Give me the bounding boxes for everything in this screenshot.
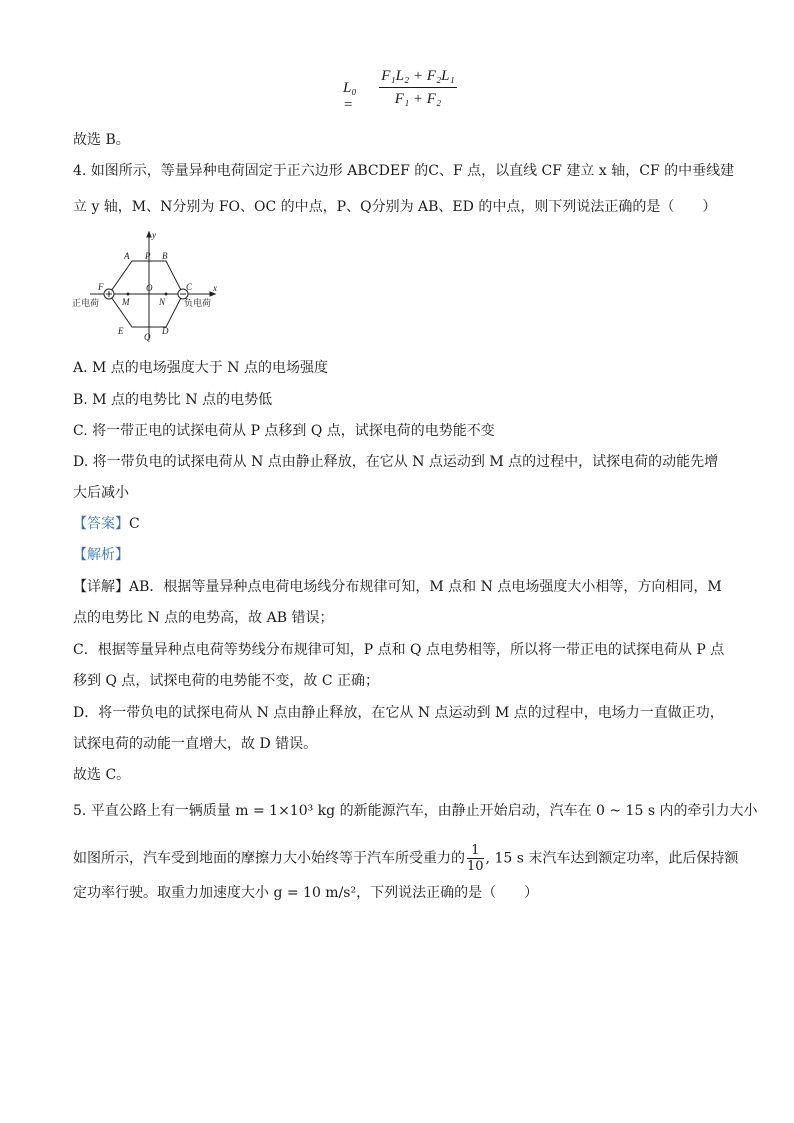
fraction-numerator: 1 [471, 843, 480, 858]
prev-answer: 故选 B。 [73, 132, 130, 148]
label-negative-charge: 负电荷 [184, 299, 212, 309]
fraction-denominator: 10 [467, 859, 484, 874]
formula-numerator: F₁L₂ + F₂L₁ [381, 68, 455, 84]
formula-lhs: L₀ = [343, 80, 357, 113]
label-b: B [162, 251, 168, 261]
label-d: D [162, 326, 169, 336]
detail-tag: 【详解】 [73, 579, 129, 595]
detail-line2: 点的电势比 N 点的电势高，故 AB 错误； [73, 610, 334, 626]
answer-value: C [129, 516, 140, 532]
answer-tag: 【答案】 [73, 516, 129, 532]
label-positive-charge: 正电荷 [72, 299, 100, 309]
formula-fraction [379, 66, 457, 109]
option-a: A. M 点的电场强度大于 N 点的电场强度 [73, 360, 328, 376]
option-b: B. M 点的电势比 N 点的电势低 [73, 392, 273, 408]
q4-stem-line2: 立 y 轴，M、N分别为 FO、OC 的中点，P、Q分别为 AB、ED 的中点，则下列说法正确的是（ ） [73, 199, 717, 215]
option-d-line1: D. 将一带负电的试探电荷从 N 点由静止释放，在它从 N 点运动到 M 点的过程中，试探电荷的动能先增 [73, 454, 719, 470]
q5-line2-part-a: 如图所示，汽车受到地面的摩擦力大小始终等于汽车所受重力的 [73, 850, 465, 867]
answer-line [73, 514, 140, 534]
q5-stem-line1: 5. 平直公路上有一辆质量 m = 1×10³ kg 的新能源汽车，由静止开始启动，汽车在 0 ~ 15 s 内的牵引力大小 [73, 803, 758, 819]
q4-stem-line1: 4. 如图所示，等量异种电荷固定于正六边形 ABCDEF 的C、F 点，以直线 CF 建立 x 轴，CF 的中垂线建 [73, 163, 735, 179]
label-y: y [152, 230, 156, 240]
label-e: E [118, 326, 124, 336]
fraction-bar [379, 87, 457, 88]
detail-line5: D．将一带负电的试探电荷从 N 点由静止释放，在它从 N 点运动到 M 点的过程中，电场力一直做正功， [73, 705, 724, 721]
detail-text1: AB．根据等量异种点电荷电场线分布规律可知，M 点和 N 点电场强度大小相等，方向相同，M [129, 579, 722, 595]
q5-stem-line3: 定功率行驶。取重力加速度大小 g = 10 m/s²，下列说法正确的是（ ） [73, 885, 539, 901]
y-axis-arrow [147, 232, 151, 237]
label-f: F [98, 282, 104, 292]
q5-line2-part-b: , 15 s 末汽车达到额定功率，此后保持额 [485, 850, 739, 867]
label-n: N [159, 297, 166, 307]
detail-line1 [73, 577, 722, 597]
option-d-line2: 大后减小 [73, 485, 129, 501]
label-c: C [186, 282, 193, 292]
analysis-line [73, 545, 129, 565]
formula-denominator: F₁ + F₂ [394, 91, 442, 107]
label-x: x [213, 283, 217, 293]
conclusion: 故选 C。 [73, 767, 131, 783]
point-m-dot [127, 293, 130, 296]
detail-line3: C．根据等量异种点电荷等势线分布规律可知，P 点和 Q 点电势相等，所以将一带正电的试探电荷从 P 点 [73, 642, 725, 658]
option-c: C. 将一带正电的试探电荷从 P 点移到 Q 点，试探电荷的电势能不变 [73, 423, 495, 439]
q5-stem-line2 [73, 843, 738, 874]
analysis-tag: 【解析】 [73, 547, 129, 563]
fraction-one-tenth [467, 843, 484, 874]
hexagon-charge-diagram [70, 228, 230, 344]
label-a: A [124, 251, 130, 261]
detail-line4: 移到 Q 点，试探电荷的电势能不变，故 C 正确； [73, 673, 379, 689]
detail-line6: 试探电荷的动能一直增大，故 D 错误。 [73, 736, 318, 752]
label-p: P [145, 251, 151, 261]
label-o: O [146, 283, 153, 293]
label-m: M [122, 297, 130, 307]
point-n-dot [165, 293, 168, 296]
label-q: Q [144, 332, 151, 342]
